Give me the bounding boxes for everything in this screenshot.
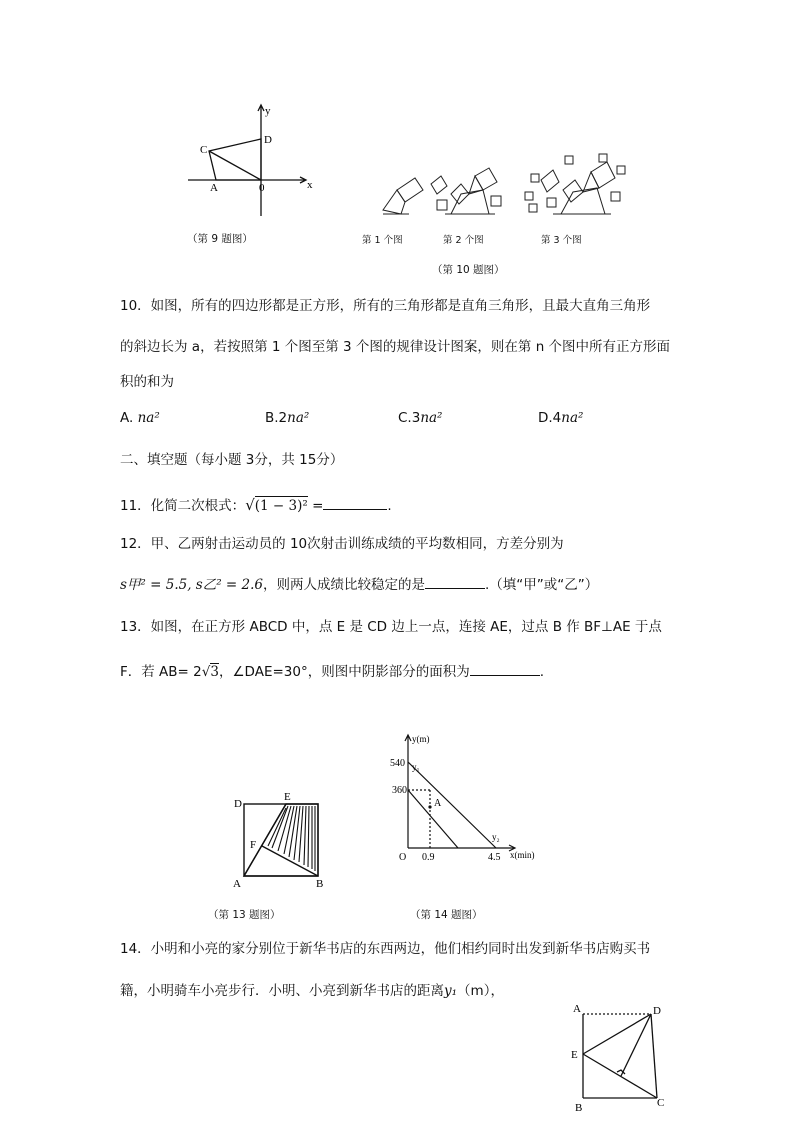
- fig14-label-0-9: 0.9: [422, 852, 435, 863]
- q13-line-2: F．若 AB= 2√3，∠DAE=30°，则图中阴影部分的面积为 .: [120, 664, 545, 680]
- fig9-caption: （第 9 题图）: [187, 233, 253, 245]
- fig14-label-o: O: [399, 852, 407, 863]
- fig15-label-e: E: [571, 1049, 578, 1061]
- q10-line-2: 的斜边长为 a，若按照第 1 个图至第 3 个图的规律设计图案，则在第 n 个图中所有正方形面: [120, 339, 671, 355]
- q11-line: 11．化简二次根式：√(1 − 3)² = .: [120, 496, 392, 514]
- sqrt-symbol: √: [245, 496, 255, 514]
- q14-line-2: 籍，小明骑车小亮步行．小明、小亮到新华书店的距离y₁（m），: [120, 983, 504, 999]
- fig14-label-a: A: [434, 798, 442, 809]
- fig9-label-d: D: [264, 134, 272, 146]
- q10-option-c-value: na²: [420, 410, 443, 426]
- fig9-label-x: x: [307, 179, 313, 191]
- q12-line-2: s甲² = 5.5, s乙² = 2.6，则两人成绩比较稳定的是 .（填“甲”或“乙”）: [120, 577, 599, 593]
- q14-line-1: 14．小明和小亮的家分别位于新华书店的东西两边，他们相约同时出发到新华书店购买书: [120, 941, 651, 957]
- fig13-label-f: F: [250, 839, 257, 851]
- fig10-sub2: 第 2 个图: [443, 235, 484, 246]
- q10-line-1: 10．如图，所有的四边形都是正方形，所有的三角形都是直角三角形，且最大直角三角形: [120, 298, 651, 314]
- q10-option-b: B.2na²: [265, 410, 310, 426]
- fig13-label-a: A: [233, 878, 241, 890]
- figure-9: [180, 98, 320, 223]
- fig9-label-a: A: [210, 182, 218, 194]
- fig15-label-b: B: [575, 1102, 583, 1114]
- q10-option-d-value: na²: [561, 410, 584, 426]
- fig10-sub1: 第 1 个图: [362, 235, 403, 246]
- fig9-label-y: y: [265, 105, 271, 117]
- fig13-label-b: B: [316, 878, 324, 890]
- q14-var-y1: y₁: [444, 983, 458, 999]
- q11-radicand: (1 − 3)²: [254, 498, 308, 514]
- q13-line-1: 13．如图，在正方形 ABCD 中，点 E 是 CD 边上一点，连接 AE，过点 B 作 BF⊥AE 于点: [120, 619, 662, 635]
- q12-variances: s甲² = 5.5, s乙² = 2.6: [120, 577, 263, 593]
- section-2-title: 二、填空题（每小题 3分，共 15分）: [120, 452, 344, 468]
- fig15-label-a: A: [573, 1003, 581, 1015]
- fig13-label-d: D: [234, 798, 242, 810]
- q11-answer-blank[interactable]: [323, 497, 387, 510]
- q10-option-d: D.4na²: [538, 410, 584, 426]
- fig14-label-4-5: 4.5: [488, 852, 501, 863]
- fig14-label-540: 540: [390, 758, 405, 769]
- q10-option-c: C.3na²: [398, 410, 443, 426]
- fig14-label-y1: y₁: [412, 762, 420, 772]
- fig14-label-x: x(min): [510, 850, 535, 860]
- q12-answer-blank[interactable]: [425, 576, 485, 589]
- q13-answer-blank[interactable]: [470, 663, 540, 676]
- figure-15: [565, 1000, 675, 1115]
- q13-sqrt-radicand: 3: [210, 664, 219, 680]
- q12-line-1: 12．甲、乙两射击运动员的 10次射击训练成绩的平均数相同，方差分别为: [120, 536, 564, 552]
- fig14-label-y: y(m): [412, 734, 430, 744]
- q10-line-3: 积的和为: [120, 374, 174, 390]
- fig10-sub3: 第 3 个图: [541, 235, 582, 246]
- q10-option-b-value: na²: [287, 410, 310, 426]
- fig13-caption: （第 13 题图）: [208, 909, 281, 921]
- fig14-label-y2: y₂: [492, 832, 500, 842]
- fig14-label-360: 360: [392, 785, 407, 796]
- figure-10: [365, 148, 635, 220]
- sqrt-symbol: √: [201, 664, 211, 680]
- figure-14: [390, 730, 540, 865]
- fig13-label-e: E: [284, 791, 291, 803]
- q10-option-a: A. na²: [120, 410, 160, 426]
- fig14-caption: （第 14 题图）: [410, 909, 483, 921]
- q10-option-a-value: na²: [137, 410, 160, 426]
- fig10-caption: （第 10 题图）: [432, 264, 505, 276]
- fig9-label-o: 0: [259, 182, 265, 194]
- figure-13: [228, 790, 338, 890]
- fig15-label-d: D: [653, 1005, 661, 1017]
- fig9-label-c: C: [200, 144, 208, 156]
- fig15-label-c: C: [657, 1097, 665, 1109]
